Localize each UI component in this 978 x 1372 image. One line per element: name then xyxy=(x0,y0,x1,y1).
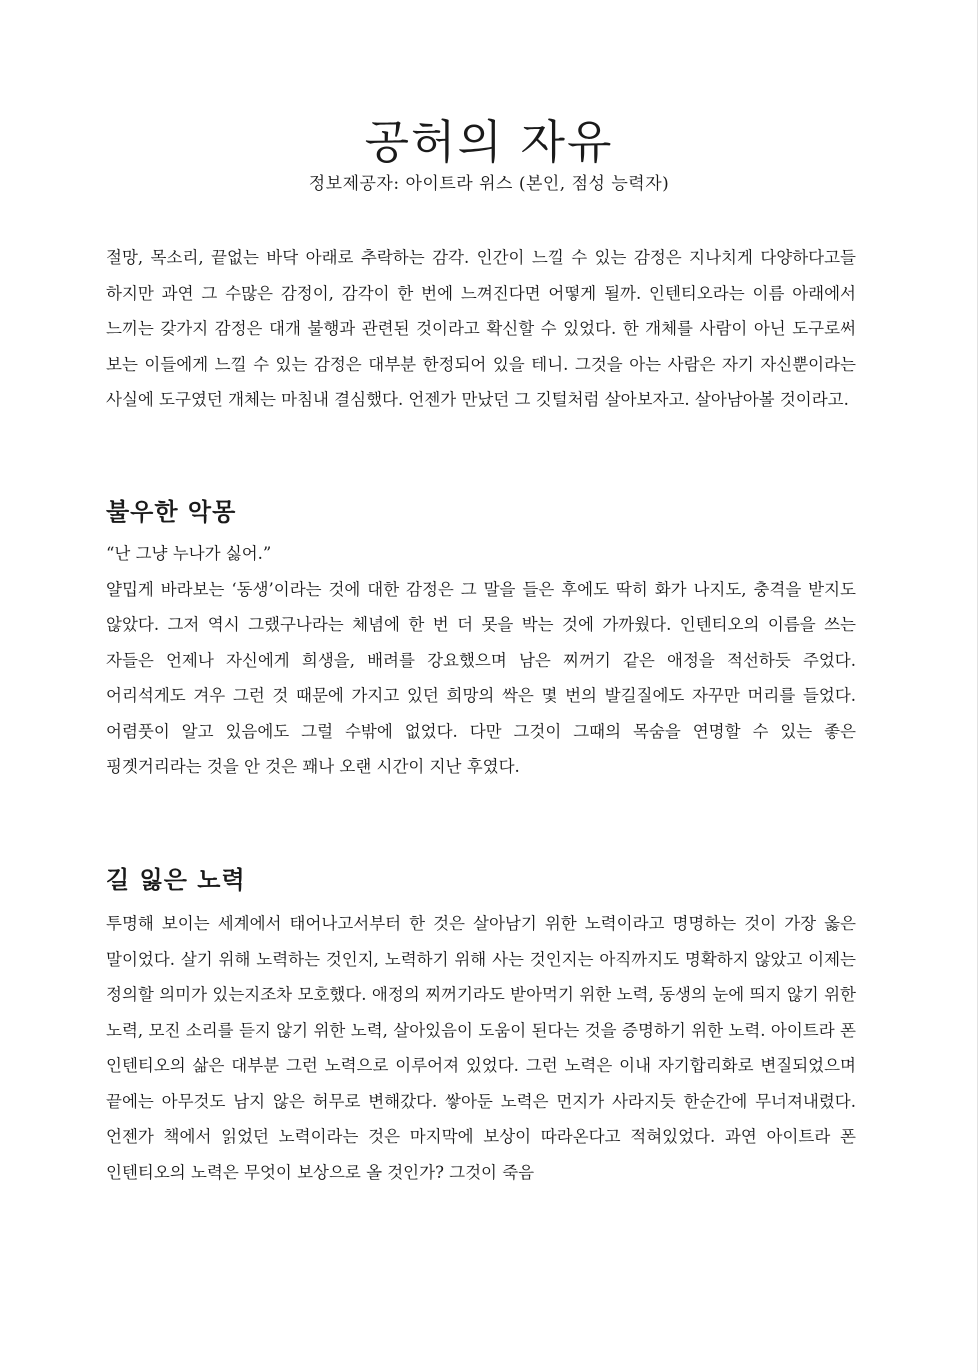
section-body-effort xyxy=(106,906,856,1190)
section-heading-nightmare: 불우한 악몽 xyxy=(106,498,237,526)
section-heading-effort: 길 잃은 노력 xyxy=(106,866,246,894)
section-paragraph: 얄밉게 바라보는 ‘동생’이라는 것에 대한 감정은 그 말을 들은 후에도 딱히 화가 나지도, 충격을 받지도 않았다. 그저 역시 그랬구나라는 체념에 한 번 더 못을 박는 것에 가까웠다. 인텐티오의 이름을 쓰는 자들은 언제나 자신에게 희생을, 배려를 강요했으며 남은 찌꺼기 같은 애정을 적선하듯 주었다. 어리석게도 겨우 그런 것 때문에 가지고 있던 희망의 싹은 몇 번의 발길질에도 자꾸만 머리를 들었다. 어렴풋이 알고 있음에도 그럴 수밖에 없었다. 다만 그것이 그때의 목숨을 연명할 수 있는 좋은 핑곗거리라는 것을 안 것은 꽤나 오랜 시간이 지난 후였다. xyxy=(106,579,856,776)
document-subtitle: 정보제공자: 아이트라 위스 (본인, 점성 능력자) xyxy=(308,174,670,194)
section-body-nightmare xyxy=(106,536,856,785)
section-paragraph: 투명해 보이는 세계에서 태어나고서부터 한 것은 살아남기 위한 노력이라고 명명하는 것이 가장 옳은 말이었다. 살기 위해 노력하는 것인지, 노력하기 위해 사는 것인지는 아직까지도 명확하지 않았고 이제는 정의할 의미가 있는지조차 모호했다. 애정의 찌꺼기라도 받아먹기 위한 노력, 동생의 눈에 띄지 않기 위한 노력, 모진 소리를 듣지 않기 위한 노력, 살아있음이 도움이 된다는 것을 증명하기 위한 노력. 아이트라 폰 인텐티오의 삶은 대부분 그런 노력으로 이루어져 있었다. 그런 노력은 이내 자기합리화로 변질되었으며 끝에는 아무것도 남지 않은 허무로 변해갔다. 쌓아둔 노력은 먼지가 사라지듯 한순간에 무너져내렸다. 언젠가 책에서 읽었던 노력이라는 것은 마지막에 보상이 따라온다고 적혀있었다. 과연 아이트라 폰 인텐티오의 노력은 무엇이 보상으로 올 것인가? 그것이 죽음 xyxy=(106,914,856,1182)
document-title: 공허의 자유 xyxy=(364,115,614,169)
section-quote: “난 그냥 누나가 싫어.” xyxy=(106,544,272,563)
intro-text: 절망, 목소리, 끝없는 바닥 아래로 추락하는 감각. 인간이 느낄 수 있는 감정은 지나치게 다양하다고들 하지만 과연 그 수많은 감정이, 감각이 한 번에 느껴진다면 어떻게 될까. 인텐티오라는 이름 아래에서 느끼는 갖가지 감정은 대개 불행과 관련된 것이라고 확신할 수 있었다. 한 개체를 사람이 아닌 도구로써 보는 이들에게 느낄 수 있는 감정은 대부분 한정되어 있을 테니. 그것을 아는 사람은 자기 자신뿐이라는 사실에 도구였던 개체는 마침내 결심했다. 언젠가 만났던 그 깃털처럼 살아보자고. 살아남아볼 것이라고. xyxy=(106,248,856,409)
intro-paragraph xyxy=(106,240,856,418)
